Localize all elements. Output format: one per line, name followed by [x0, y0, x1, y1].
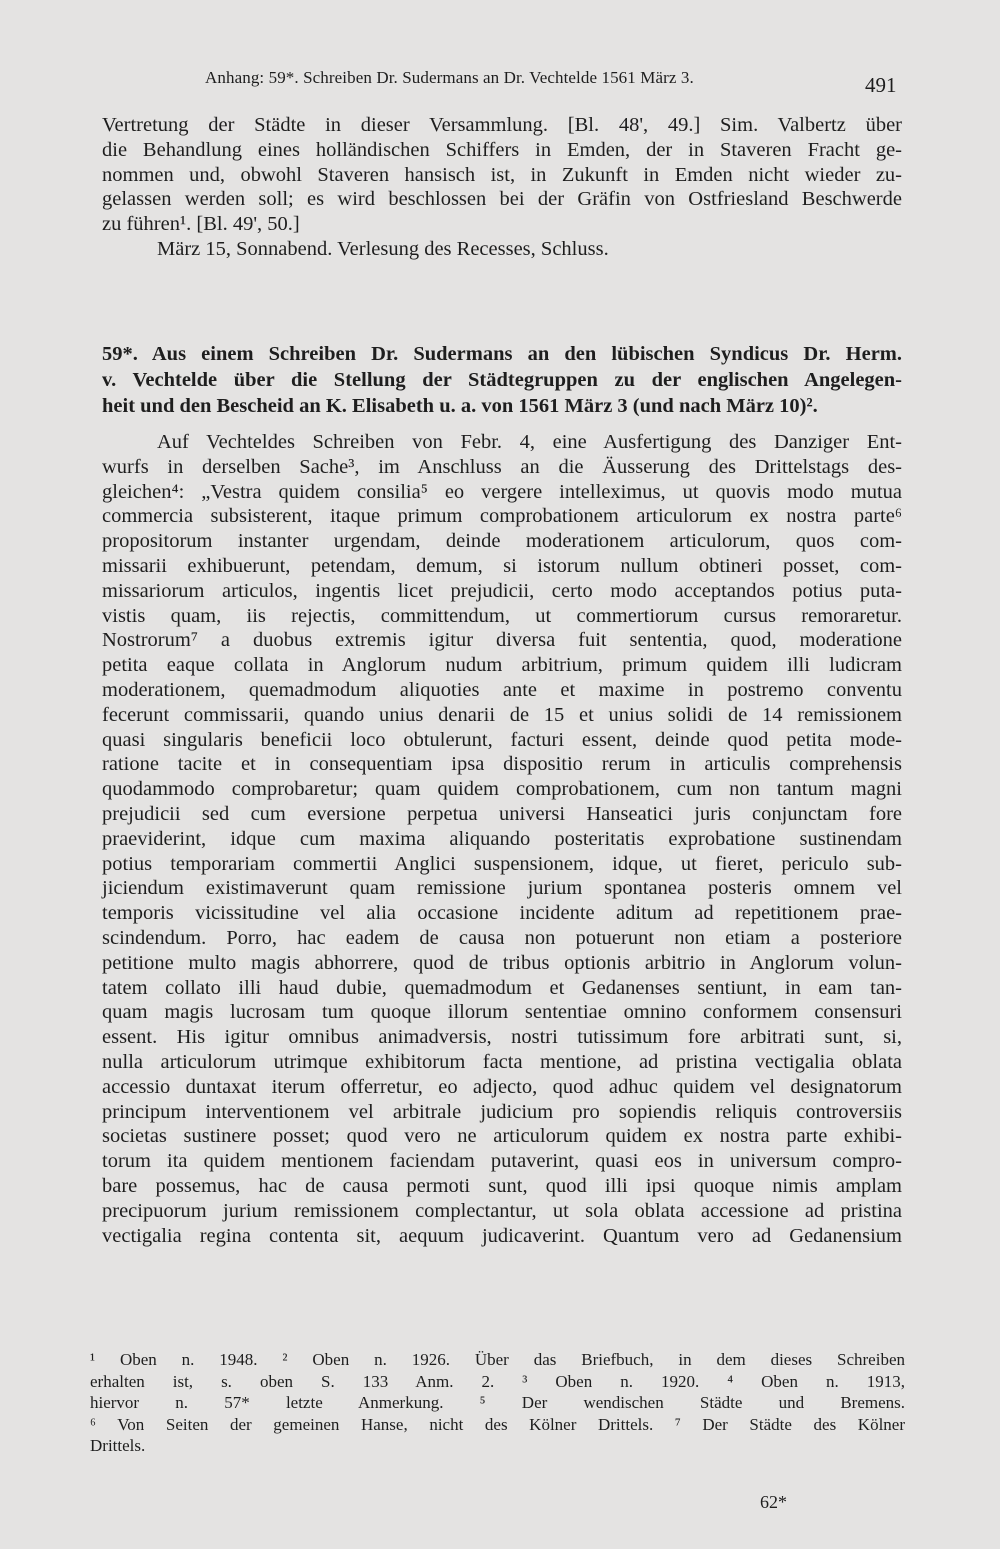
text-line: quasi singularis beneficii loco obtulerunt, facturi essent, deinde quod petita mode- [102, 728, 902, 751]
text-line: jiciendum existimaverunt quam remissione jurium spontanea posteris omnem vel [102, 877, 902, 900]
text-line: missariorum articulos, ingentis licet prejudicii, certo modo acceptandos potius puta- [102, 579, 902, 602]
text-line: Vertretung der Städte in dieser Versammlung. [Bl. 48', 49.] Sim. Valbertz über [102, 114, 902, 136]
text-line: principum interventionem vel arbitrale judicium pro sopiendis reliquis controversiis [102, 1100, 902, 1123]
text-line: prejudicii sed cum eversione perpetua universi Hanseatici juris conjunctam fore [102, 802, 902, 825]
text-line: precipuorum jurium remissionem complectantur, ut sola oblata accessione ad pristina [102, 1199, 902, 1222]
footnote-line: ¹ Oben n. 1948. ² Oben n. 1926. Über das Briefbuch, in dem dieses Schreiben [90, 1350, 905, 1369]
text-line: quodammodo comprobaretur; quam quidem comprobationem, cum non tantum magni [102, 778, 902, 801]
text-line: vectigalia regina contenta sit, aequum judicaverint. Quantum vero ad Gedanensium [102, 1224, 902, 1247]
text-line: fecerunt commissarii, quando unius denarii de 15 et unius solidi de 14 remissionem [102, 703, 902, 726]
text-line: potius temporariam commertii Anglici suspensionem, idque, ut fieret, periculo sub- [102, 852, 902, 875]
text-line: commercia subsisterent, itaque primum comprobationem articulorum ex nostra parte⁶ [102, 505, 902, 528]
text-line: Auf Vechteldes Schreiben von Febr. 4, eine Ausfertigung des Danziger Ent- [157, 431, 902, 453]
text-line: die Behandlung eines holländischen Schiffers in Emden, der in Staveren Fracht ge- [102, 138, 902, 161]
text-line: accessio duntaxat iterum offerretur, eo adjecto, quod adhuc quidem vel designatorum [102, 1075, 902, 1098]
text-line: torum ita quidem mentionem faciendam putaverint, quasi eos in universum compro- [102, 1150, 902, 1173]
text-line: gleichen⁴: „Vestra quidem consilia⁵ eo vergere intelleximus, ut quovis modo mutua [102, 480, 902, 503]
text-line: vistis quam, iis rejectis, committendum, ut commertiorum cursus remoraretur. [102, 604, 902, 627]
text-line: quam magis lucrosam tum quoque illorum sententiae omnino conformem consensuri [102, 1001, 902, 1024]
page-number: 491 [865, 73, 897, 97]
text-line: temporis vicissitudine vel alia occasione incidente aditum ad repetitionem prae- [102, 902, 902, 925]
text-line: nulla articulorum utrimque exhibitorum facta mentione, ad pristina vectigalia oblata [102, 1050, 902, 1073]
document-heading [102, 341, 902, 419]
text-line: moderationem, quemadmodum aliquoties ante et maxime in postremo conventu [102, 678, 902, 701]
text-line: bare possemus, hac de causa permoti sunt, quod illi ipsi quoque nimis amplam [102, 1174, 902, 1197]
text-line: zu führen¹. [Bl. 49', 50.] [102, 213, 300, 236]
text-line: wurfs in derselben Sache³, im Anschluss an die Äusserung des Drittelstags des- [102, 455, 902, 478]
footnotes [90, 1349, 905, 1457]
heading-line: 59*. Aus einem Schreiben Dr. Sudermans an den lübischen Syndicus Dr. Herm. [102, 343, 902, 365]
footnote-line: ⁶ Von Seiten der gemeinen Hanse, nicht des Kölner Drittels. ⁷ Der Städte des Kölner [90, 1414, 905, 1434]
text-line: societas sustinere posset; quod vero ne articulorum quidem ex nostra parte exhibi- [102, 1125, 902, 1148]
text-line: gelassen werden soll; es wird beschlossen bei der Gräfin von Ostfriesland Beschwerde [102, 188, 902, 211]
body-paragraph [102, 430, 902, 1248]
running-head: Anhang: 59*. Schreiben Dr. Sudermans an Dr. Vechtelde 1561 März 3. [205, 68, 694, 87]
text-line: essent. His igitur omnibus animadversis, nostri tutissimum fore arbitrati sunt, si, [102, 1026, 902, 1049]
text-line: Nostrorum⁷ a duobus extremis igitur diversa fuit sententia, quod, moderatione [102, 629, 902, 652]
text-line: missarii exhibuerunt, petendam, demum, si istorum nullum obtineri posset, com- [102, 554, 902, 577]
text-line: scindendum. Porro, hac eadem de causa non potuerunt non etiam a posteriore [102, 926, 902, 949]
text-line: propositorum instanter urgendam, deinde moderationem articulorum, quos com- [102, 530, 902, 553]
footnote-line: erhalten ist, s. oben S. 133 Anm. 2. ³ Oben n. 1920. ⁴ Oben n. 1913, [90, 1371, 905, 1391]
intro-paragraph [102, 113, 902, 262]
text-line: petita eaque collata in Anglorum nudum arbitrium, primum quidem illi ludicram [102, 654, 902, 677]
footnote-line: hiervor n. 57* letzte Anmerkung. ⁵ Der wendischen Städte und Bremens. [90, 1393, 905, 1412]
text-line: März 15, Sonnabend. Verlesung des Recesses, Schluss. [157, 237, 609, 260]
text-line: tatem collato illi haud dubie, quemadmodum et Gedanenses sentiunt, in eam tan- [102, 976, 902, 999]
text-line: petitione multo magis abhorrere, quod de tribus optionis arbitrio in Anglorum volun- [102, 951, 902, 974]
footnote-line: Drittels. [90, 1436, 146, 1455]
heading-line: v. Vechtelde über die Stellung der Städtegruppen zu der englischen Angelegen- [102, 369, 902, 391]
text-line: nommen und, obwohl Staveren hansisch ist, in Zukunft in Emden nicht wieder zu- [102, 163, 902, 186]
signature-mark: 62* [760, 1492, 787, 1512]
heading-line: heit und den Bescheid an K. Elisabeth u. a. von 1561 März 3 (und nach März 10)². [102, 395, 818, 417]
text-line: praeviderint, idque cum maxima aliquando posteritatis exprobatione sustinendam [102, 827, 902, 850]
text-line: ratione tacite et in consequentiam ipsa dispositio rerum in articulis comprehensis [102, 753, 902, 776]
